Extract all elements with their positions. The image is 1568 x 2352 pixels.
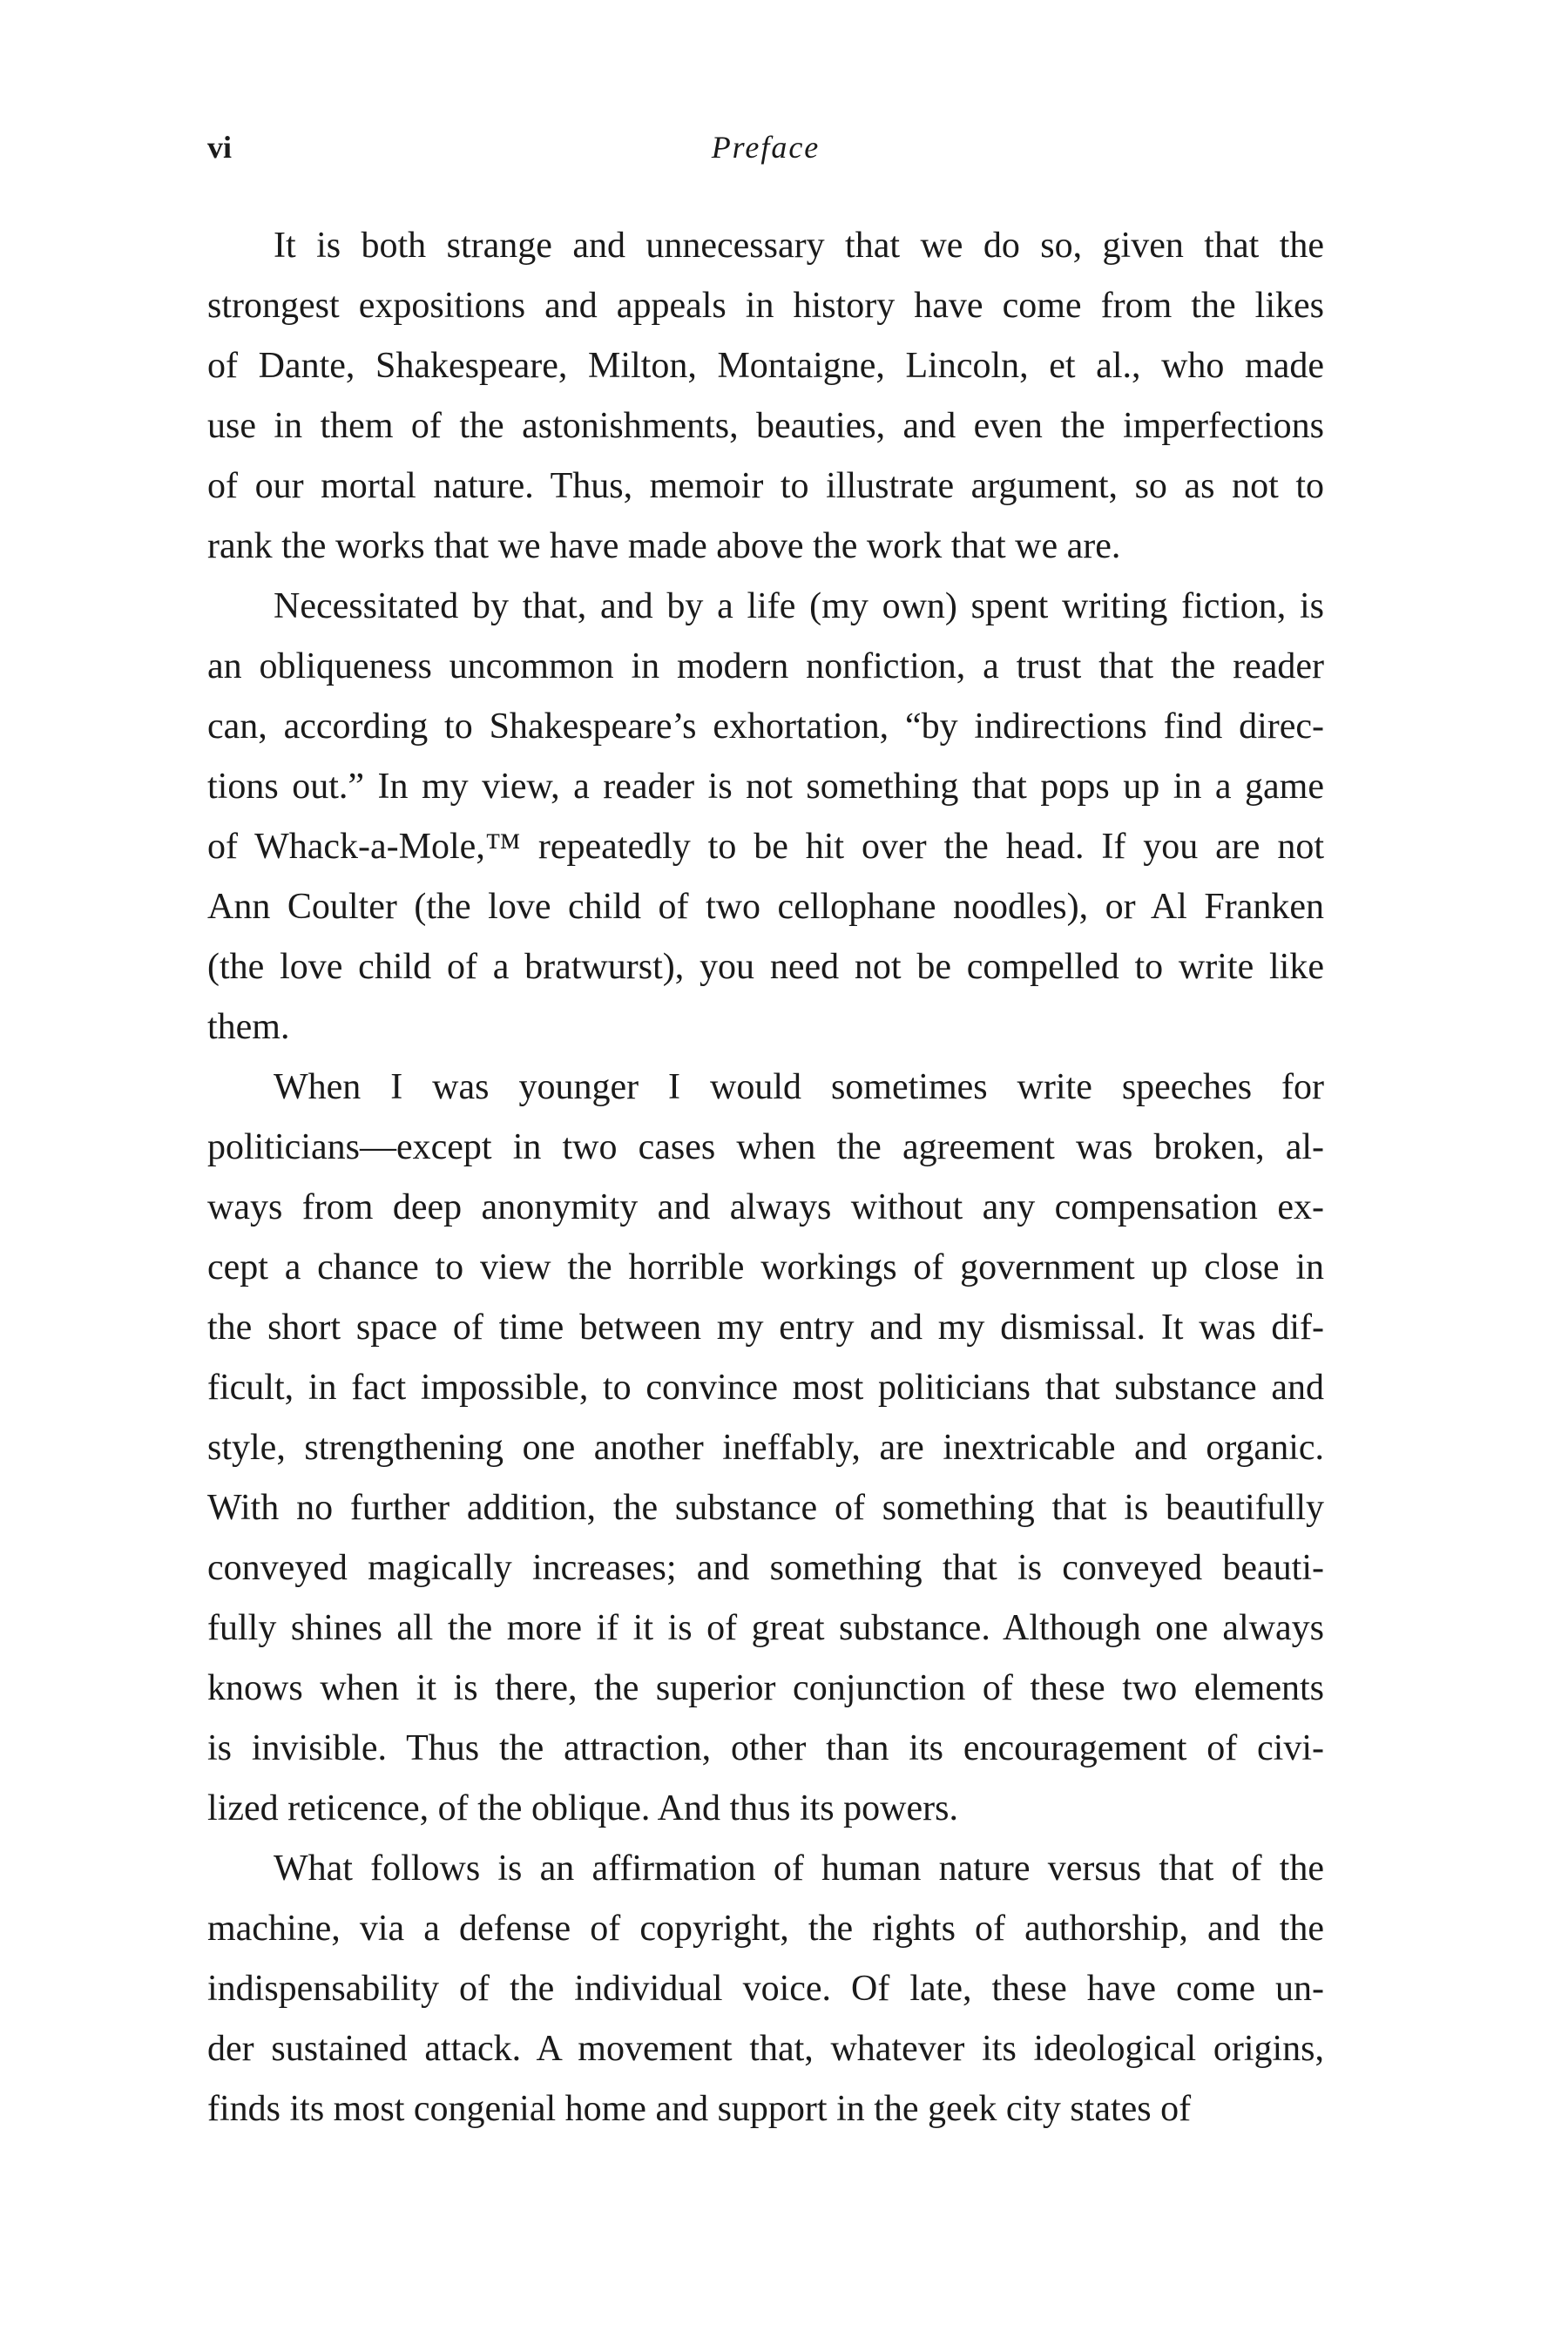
text-line: finds its most congenial home and support in the geek city states of xyxy=(207,2089,1192,2129)
text-line: Ann Coulter (the love child of two cellophane noodles), or Al Franken xyxy=(207,887,1324,927)
text-line: fully shines all the more if it is of great substance. Although one always xyxy=(207,1608,1324,1648)
text-line: It is both strange and unnecessary that we do so, given that the xyxy=(274,226,1324,266)
paragraph xyxy=(207,577,1324,1058)
text-line: Necessitated by that, and by a life (my own) spent writing fiction, is xyxy=(274,586,1324,626)
paragraph xyxy=(207,1058,1324,1839)
text-line: is invisible. Thus the attraction, other than its encouragement of civi- xyxy=(207,1728,1324,1768)
text-line: machine, via a defense of copyright, the rights of authorship, and the xyxy=(207,1909,1324,1949)
running-head: Preface xyxy=(711,130,821,165)
text-line: conveyed magically increases; and something that is conveyed beauti- xyxy=(207,1548,1324,1588)
text-line: strongest expositions and appeals in history have come from the likes xyxy=(207,286,1324,326)
body-text xyxy=(207,216,1324,2139)
text-line: an obliqueness uncommon in modern nonfiction, a trust that the reader xyxy=(207,646,1324,686)
text-line: When I was younger I would sometimes write speeches for xyxy=(274,1067,1324,1107)
text-line: (the love child of a bratwurst), you need not be compelled to write like xyxy=(207,947,1324,987)
text-line: the short space of time between my entry and my dismissal. It was dif- xyxy=(207,1308,1324,1348)
text-line: indispensability of the individual voice. Of late, these have come un- xyxy=(207,1969,1324,2009)
text-line: can, according to Shakespeare’s exhortation, “by indirections find direc- xyxy=(207,706,1324,747)
text-line: of Whack-a-Mole,™ repeatedly to be hit over the head. If you are not xyxy=(207,827,1324,867)
text-line: style, strengthening one another ineffably, are inextricable and organic. xyxy=(207,1428,1324,1468)
text-line: cept a chance to view the horrible workings of government up close in xyxy=(207,1247,1324,1288)
text-line: ways from deep anonymity and always without any compensation ex- xyxy=(207,1187,1324,1227)
text-line: them. xyxy=(207,1007,290,1047)
text-line: politicians—except in two cases when the agreement was broken, al- xyxy=(207,1127,1324,1167)
text-line: ficult, in fact impossible, to convince most politicians that substance and xyxy=(207,1368,1324,1408)
text-line: der sustained attack. A movement that, whatever its ideological origins, xyxy=(207,2029,1324,2069)
text-line: With no further addition, the substance of something that is beautifully xyxy=(207,1488,1324,1528)
text-line: tions out.” In my view, a reader is not something that pops up in a game xyxy=(207,767,1324,807)
text-line: knows when it is there, the superior conjunction of these two elements xyxy=(207,1668,1324,1708)
page-header xyxy=(207,129,1324,174)
text-line: use in them of the astonishments, beauties, and even the imperfections xyxy=(207,406,1324,446)
page-number: vi xyxy=(207,130,233,165)
text-line: lized reticence, of the oblique. And thus its powers. xyxy=(207,1788,958,1828)
paragraph xyxy=(207,1839,1324,2139)
text-line: of our mortal nature. Thus, memoir to illustrate argument, so as not to xyxy=(207,466,1324,506)
text-line: What follows is an affirmation of human nature versus that of the xyxy=(274,1848,1324,1889)
text-line: of Dante, Shakespeare, Milton, Montaigne, Lincoln, et al., who made xyxy=(207,346,1324,386)
paragraph xyxy=(207,216,1324,577)
text-line: rank the works that we have made above the work that we are. xyxy=(207,526,1121,566)
